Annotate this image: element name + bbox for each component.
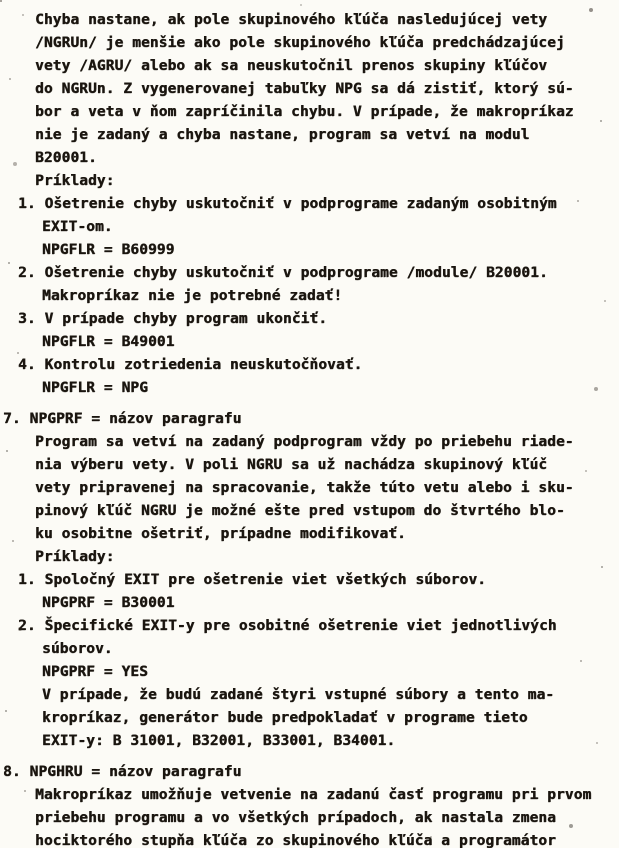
text-line: Makropríkaz umožňuje vetvenie na zadanú časť programu pri prvom xyxy=(35,787,592,803)
examples-heading: Príklady: xyxy=(35,549,115,565)
text-line: Program sa vetví na zadaný podprogram vždy po priebehu riade- xyxy=(35,434,574,450)
text-line: vety /AGRU/ alebo ak sa neuskutočnil prenos skupiny kľúčov xyxy=(35,58,548,74)
scan-noise xyxy=(0,0,2,2)
text-line: hociktorého stupňa kľúča zo skupinového kľúča a programátor xyxy=(35,833,556,848)
macro-assignment-line: NPGFLR = B60999 xyxy=(42,242,175,258)
example-item: 4. Kontrolu zotriedenia neuskutočňovať. xyxy=(18,357,363,373)
text-line: nie je zadaný a chyba nastane, program sa vetví na modul xyxy=(35,127,530,143)
macro-assignment-line: NPGPRF = B30001 xyxy=(42,595,175,611)
example-item: 1. Spoločný EXIT pre ošetrenie viet všetkých súborov. xyxy=(18,572,486,588)
numbered-paragraph-heading: 8. NPGHRU = názov paragrafu xyxy=(3,764,242,780)
text-line: V prípade, že budú zadané štyri vstupné súbory a tento ma- xyxy=(42,687,555,703)
text-line: bor a veta v ňom zapríčinila chybu. V prípade, že makropríkaz xyxy=(35,104,574,120)
macro-assignment-line: NPGPRF = YES xyxy=(42,664,148,680)
text-line: kropríkaz, generátor bude predpokladať v programe tieto xyxy=(42,710,528,726)
text-line: /NGRUn/ je menšie ako pole skupinového kľúča predchádzajúcej xyxy=(35,35,565,51)
example-item: 2. Ošetrenie chyby uskutočniť v podprograme /module/ B20001. xyxy=(18,265,548,281)
text-line: Makropríkaz nie je potrebné zadať! xyxy=(42,288,343,304)
example-item: 3. V prípade chyby program ukončiť. xyxy=(18,311,328,327)
example-item: 1. Ošetrenie chyby uskutočniť v podprograme zadaným osobitným xyxy=(18,196,557,212)
numbered-paragraph-heading: 7. NPGPRF = názov paragrafu xyxy=(3,411,242,427)
macro-assignment-line: NPGFLR = B49001 xyxy=(42,334,175,350)
text-line: B20001. xyxy=(35,150,97,166)
text-line: pinový kľúč NGRU je možné ešte pred vstupom do štvrtého blo- xyxy=(35,503,565,519)
text-line: nia výberu vety. V poli NGRU sa už nachádza skupinový kľúč xyxy=(35,457,548,473)
text-line: EXIT-y: B 31001, B32001, B33001, B34001. xyxy=(42,733,396,749)
text-line: do NGRUn. Z vygenerovanej tabuľky NPG sa dá zistiť, ktorý sú- xyxy=(35,81,574,97)
text-line: Chyba nastane, ak pole skupinového kľúča nasledujúcej vety xyxy=(35,12,548,28)
text-line: súborov. xyxy=(42,641,113,657)
text-line: vety pripravenej na spracovanie, takže túto vetu alebo i sku- xyxy=(35,480,574,496)
example-item: 2. Špecifické EXIT-y pre osobitné ošetrenie viet jednotlivých xyxy=(18,618,557,634)
macro-assignment-line: NPGFLR = NPG xyxy=(42,380,148,396)
examples-heading: Príklady: xyxy=(35,173,115,189)
text-line: ku osobitne ošetriť, prípadne modifikovať. xyxy=(35,526,406,542)
text-line: priebehu programu a vo všetkých prípadoch, ak nastala zmena xyxy=(35,810,556,826)
text-line: EXIT-om. xyxy=(42,219,113,235)
